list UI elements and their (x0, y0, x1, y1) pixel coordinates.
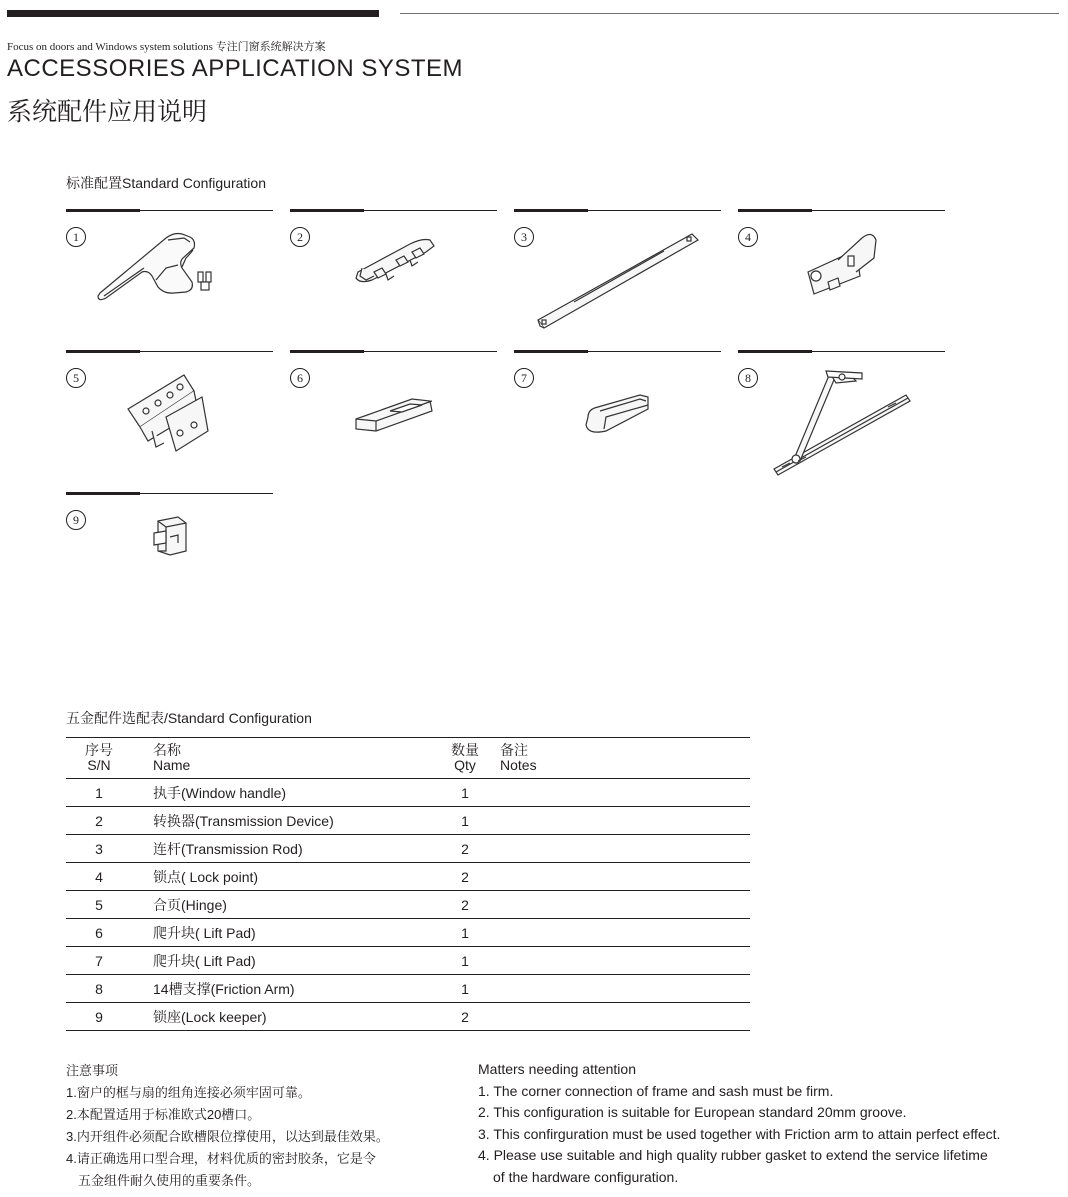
table-row: 2 转换器(Transmission Device) 1 (66, 807, 750, 835)
notes-cn-line: 1.窗户的框与扇的组角连接必须牢固可靠。 (66, 1085, 311, 1100)
item-number: 7 (514, 368, 534, 388)
tagline: Focus on doors and Windows system solutions 专注门窗系统解决方案 (7, 41, 326, 53)
window-handle-icon (66, 210, 273, 335)
transmission-rod-icon (514, 210, 721, 335)
item-number: 2 (290, 227, 310, 247)
notes-cn-line: 2.本配置适用于标准欧式20槽口。 (66, 1107, 261, 1122)
page-title-cn: 系统配件应用说明 (7, 98, 208, 126)
item-number: 6 (290, 368, 310, 388)
notes-cn-line: 4.请正确选用口型合理，材料优质的密封胶条，它是令 (66, 1151, 376, 1166)
config-item-3 (514, 210, 721, 335)
table-row: 1 执手(Window handle) 1 (66, 779, 750, 807)
config-item-7 (514, 351, 721, 476)
friction-arm-icon (738, 351, 945, 476)
item-number: 1 (66, 227, 86, 247)
header-notes: 备注 Notes (500, 738, 750, 779)
notes-english (478, 1059, 1000, 1188)
lock-keeper-icon (66, 493, 273, 618)
page-title-en: ACCESSORIES APPLICATION SYSTEM (7, 55, 463, 82)
header-bar-thick (7, 10, 379, 17)
notes-en-line: 2. This configuration is suitable for European standard 20mm groove. (478, 1104, 907, 1120)
config-item-6 (290, 351, 497, 476)
item-number: 9 (66, 510, 86, 530)
notes-en-title: Matters needing attention (478, 1061, 636, 1077)
notes-cn-title: 注意事项 (66, 1063, 119, 1078)
table-row: 7 爬升块( Lift Pad) 1 (66, 947, 750, 975)
item-number: 5 (66, 368, 86, 388)
config-item-1 (66, 210, 273, 335)
header-sn: 序号 S/N (66, 738, 132, 779)
header-qty: 数量 Qty (430, 738, 500, 779)
config-item-5 (66, 351, 273, 476)
transmission-device-icon (290, 210, 497, 335)
table-label: 五金配件选配表/Standard Configuration (66, 710, 312, 726)
standard-config-label: 标准配置Standard Configuration (66, 175, 266, 191)
table-row: 5 合页(Hinge) 2 (66, 891, 750, 919)
notes-cn-line: 五金组件耐久使用的重要条件。 (78, 1173, 261, 1188)
lock-point-icon (738, 210, 945, 335)
item-number: 4 (738, 227, 758, 247)
header-bar-thin (400, 13, 1059, 14)
lift-pad-icon (514, 351, 721, 476)
config-item-2 (290, 210, 497, 335)
table-row: 6 爬升块( Lift Pad) 1 (66, 919, 750, 947)
hinge-icon (66, 351, 273, 476)
table-row: 4 锁点( Lock point) 2 (66, 863, 750, 891)
notes-en-line: 1. The corner connection of frame and sash must be firm. (478, 1082, 834, 1099)
header-name: 名称 Name (132, 738, 430, 779)
table-row: 8 14槽支撑(Friction Arm) 1 (66, 975, 750, 1003)
config-item-9 (66, 493, 273, 618)
item-number: 8 (738, 368, 758, 388)
table-row: 9 锁座(Lock keeper) 2 (66, 1003, 750, 1031)
configuration-table (66, 737, 750, 1031)
table-header-row (66, 738, 750, 779)
lift-pad-icon (290, 351, 497, 476)
notes-cn-line: 3.内开组件必须配合欧槽限位撑使用，以达到最佳效果。 (66, 1129, 389, 1144)
table-row: 3 连杆(Transmission Rod) 2 (66, 835, 750, 863)
notes-en-line: 3. This confirguration must be used together with Friction arm to attain perfect effect. (478, 1125, 1001, 1142)
notes-en-line: of the hardware configuration. (493, 1168, 679, 1185)
config-item-4 (738, 210, 945, 335)
config-item-8 (738, 351, 945, 476)
notes-en-line: 4. Please use suitable and high quality rubber gasket to extend the service lifetime (478, 1147, 988, 1163)
notes-chinese (66, 1060, 389, 1192)
item-number: 3 (514, 227, 534, 247)
